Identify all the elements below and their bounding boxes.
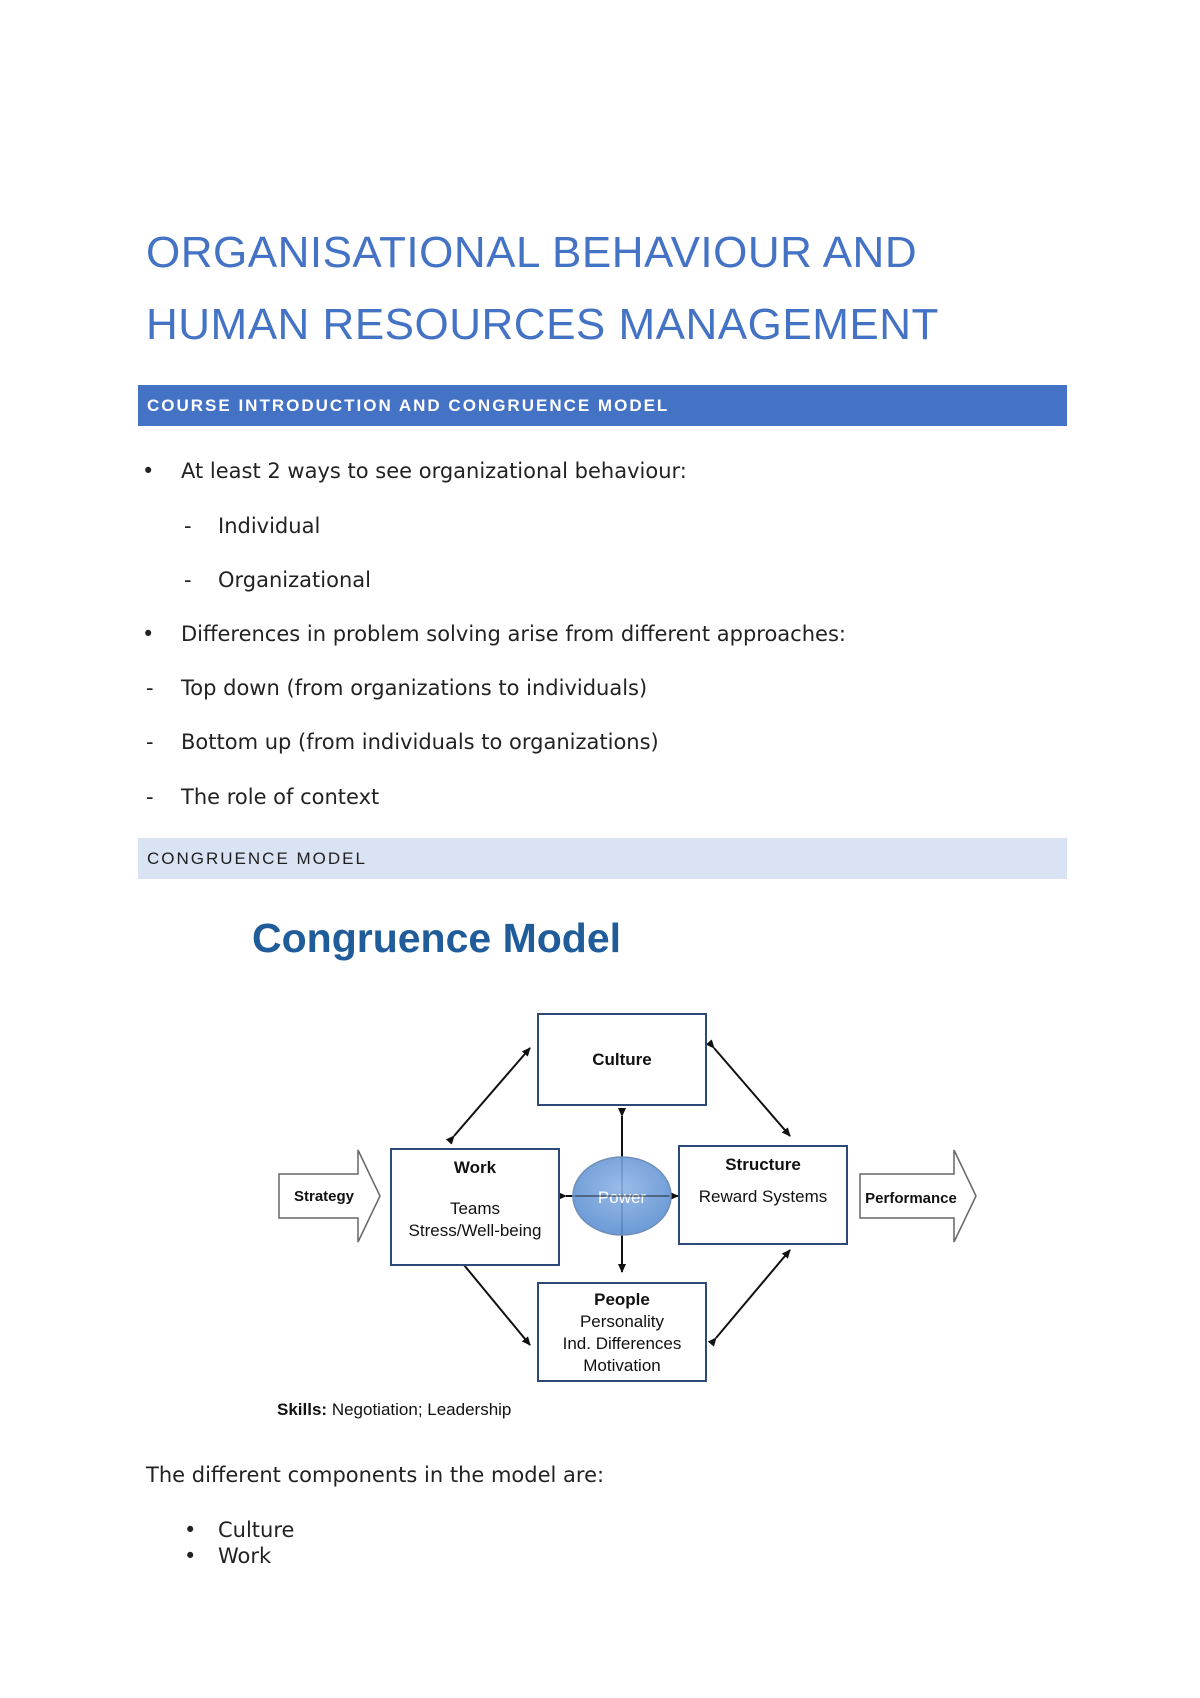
skills-text: Negotiation; Leadership bbox=[327, 1400, 512, 1419]
culture-label: Culture bbox=[592, 1050, 652, 1069]
sub-item-individual: Individual bbox=[218, 514, 321, 538]
bullet-marker: • bbox=[184, 1544, 197, 1568]
bullet-differences: Differences in problem solving arise from different approaches: bbox=[181, 622, 846, 646]
document-title-line-1: ORGANISATIONAL BEHAVIOUR AND bbox=[146, 228, 918, 277]
skills-label: Skills: bbox=[277, 1400, 328, 1419]
bullet-marker: • bbox=[142, 459, 155, 483]
dash-marker: - bbox=[146, 785, 154, 809]
people-line-personality: Personality bbox=[579, 1312, 665, 1331]
performance-label: Performance bbox=[865, 1190, 957, 1207]
components-intro: The different components in the model are: bbox=[146, 1463, 605, 1487]
arrow-culture-structure bbox=[714, 1048, 790, 1136]
skills-line bbox=[277, 1400, 511, 1419]
arrow-work-culture bbox=[454, 1048, 530, 1136]
work-line-stress: Stress/Well-being bbox=[408, 1221, 542, 1240]
work-line-teams: Teams bbox=[449, 1199, 501, 1218]
component-item-work: Work bbox=[218, 1544, 272, 1568]
people-title: People bbox=[594, 1290, 650, 1309]
bullet-ways-to-see: At least 2 ways to see organizational behaviour: bbox=[181, 459, 687, 483]
dash-marker: - bbox=[146, 730, 154, 754]
structure-line-reward: Reward Systems bbox=[698, 1187, 828, 1206]
dash-marker: - bbox=[184, 514, 192, 538]
dash-item-context: The role of context bbox=[181, 785, 380, 809]
people-line-differences: Ind. Differences bbox=[562, 1334, 682, 1353]
section-heading-congruence-model: CONGRUENCE MODEL bbox=[138, 838, 1067, 879]
dash-item-top-down: Top down (from organizations to individuals) bbox=[181, 676, 648, 700]
arrow-people-structure bbox=[716, 1250, 790, 1338]
power-label: Power bbox=[597, 1188, 647, 1207]
dash-marker: - bbox=[146, 676, 154, 700]
bullet-marker: • bbox=[184, 1518, 197, 1542]
sub-item-organizational: Organizational bbox=[218, 568, 371, 592]
arrow-work-people bbox=[464, 1265, 530, 1345]
component-item-culture: Culture bbox=[218, 1518, 295, 1542]
people-line-motivation: Motivation bbox=[583, 1356, 661, 1375]
document-title-line-2: HUMAN RESOURCES MANAGEMENT bbox=[146, 300, 939, 349]
work-title: Work bbox=[453, 1158, 497, 1177]
bullet-marker: • bbox=[142, 622, 155, 646]
section-heading-course-intro: COURSE INTRODUCTION AND CONGRUENCE MODEL bbox=[138, 385, 1067, 426]
diagram-title: Congruence Model bbox=[252, 915, 622, 961]
structure-title: Structure bbox=[725, 1155, 801, 1174]
dash-marker: - bbox=[184, 568, 192, 592]
dash-item-bottom-up: Bottom up (from individuals to organizations) bbox=[181, 730, 659, 754]
strategy-label: Strategy bbox=[293, 1188, 355, 1205]
